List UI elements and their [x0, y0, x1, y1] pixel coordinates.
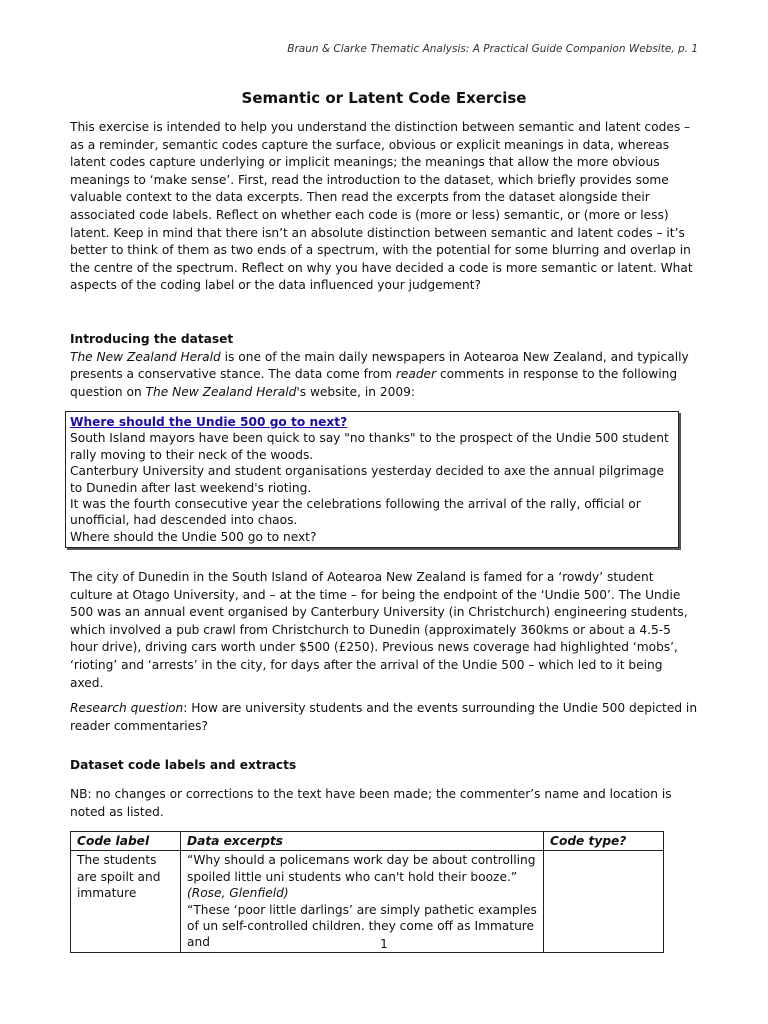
excerpt-source-text: (Rose, Glenfield)	[187, 886, 289, 901]
table-header-row	[71, 832, 664, 851]
newspaper-title: The New Zealand Herald	[70, 349, 221, 364]
dataset-heading: Introducing the dataset	[70, 332, 234, 346]
dataset-text-b: comments in response to the following question on	[70, 367, 678, 399]
article-line: Canterbury University and student organisations yesterday decided to axe the annual pilgrimage to Dunedin after last weekend's rioting.	[70, 464, 664, 495]
excerpt-quote: “These ‘poor little darlings’ are simply pathetic examples of un self-controlled children. they come off as Immature and	[187, 902, 537, 950]
article-line: Where should the Undie 500 go to next?	[70, 529, 317, 544]
dataset-text-c: 's website, in 2009:	[296, 384, 416, 399]
page-number: 1	[380, 937, 388, 951]
code-label-cell: The students are spoilt and immature	[71, 851, 181, 952]
research-question-text: : How are university students and the events surrounding the Undie 500 depicted in reader commentaries?	[70, 701, 698, 733]
dataset-text-a: is one of the main daily newspapers in Aotearoa New Zealand, and typically presents a conservative stance. The data come from	[70, 349, 689, 382]
page-title: Semantic or Latent Code Exercise	[241, 89, 527, 107]
excerpt-source	[187, 885, 537, 901]
article-line: South Island mayors have been quick to say "no thanks" to the prospect of the Undie 500 student rally moving to their neck of the woods.	[70, 431, 669, 462]
intro-paragraph: This exercise is intended to help you understand the distinction between semantic and latent codes – as a reminder, semantic codes capture the surface, obvious or explicit meanings in data, whereas latent codes capture underlying or implicit meanings; the meanings that allow the more obvious meanings to ‘make sense’. First, read the introduction to the dataset, which briefly provides some valuable context to the data excerpts. Then read the excerpts from the dataset alongside their associated code labels. Reflect on whether each code is (more or less) semantic, or (more or less) latent. Keep in mind that there isn’t an absolute distinction between semantic and latent codes – it’s better to think of them as two ends of a spectrum, with the potential for some blurring and overlap in the centre of the spectrum. Reflect on why you have decided a code is more semantic or latent. What aspects of the coding label or the data influenced your judgement?	[70, 120, 693, 293]
reader-emphasis: reader	[395, 367, 437, 382]
research-question	[70, 700, 698, 735]
research-question-label: Research question	[70, 701, 184, 716]
excerpt-quote: “Why should a policemans work day be about controlling spoiled little uni students who can't hold their booze.”	[187, 853, 536, 884]
dataset-description	[70, 349, 698, 402]
header-code-type: Code type?	[544, 832, 664, 851]
newspaper-title-2: The New Zealand Herald	[145, 384, 297, 399]
article-line: It was the fourth consecutive year the celebrations following the arrival of the rally, official or unofficial, had descended into chaos.	[70, 497, 641, 528]
article-headline-link[interactable]: Where should the Undie 500 go to next?	[70, 415, 348, 429]
context-paragraph: The city of Dunedin in the South Island of Aotearoa New Zealand is famed for a ‘rowdy’ student culture at Otago University, and – at the time – for being the endpoint of the ‘Undie 500’. The Undie 500 was an annual event organised by Canterbury University (in Christchurch) engineering students, which involved a pub crawl from Christchurch to Dunedin (approximately 360kms or about a 4.5-5 hour drive), driving cars worth under $500 (£250). Previous news coverage had highlighted ‘mobs’, ‘rioting’ and ‘arrests’ in the city, for days after the arrival of the Undie 500 – which led to it being axed.	[70, 570, 688, 690]
codes-heading: Dataset code labels and extracts	[70, 758, 297, 772]
nb-note: NB: no changes or corrections to the text have been made; the commenter’s name and location is noted as listed.	[70, 787, 672, 819]
context-section	[70, 569, 698, 743]
dataset-intro-section	[70, 331, 698, 401]
article-excerpt-box	[65, 411, 679, 548]
header-data-excerpts: Data excerpts	[181, 832, 544, 851]
header-code-label: Code label	[71, 832, 181, 851]
code-table	[70, 831, 664, 953]
running-header: Braun & Clarke Thematic Analysis: A Practical Guide Companion Website, p. 1	[287, 43, 698, 55]
